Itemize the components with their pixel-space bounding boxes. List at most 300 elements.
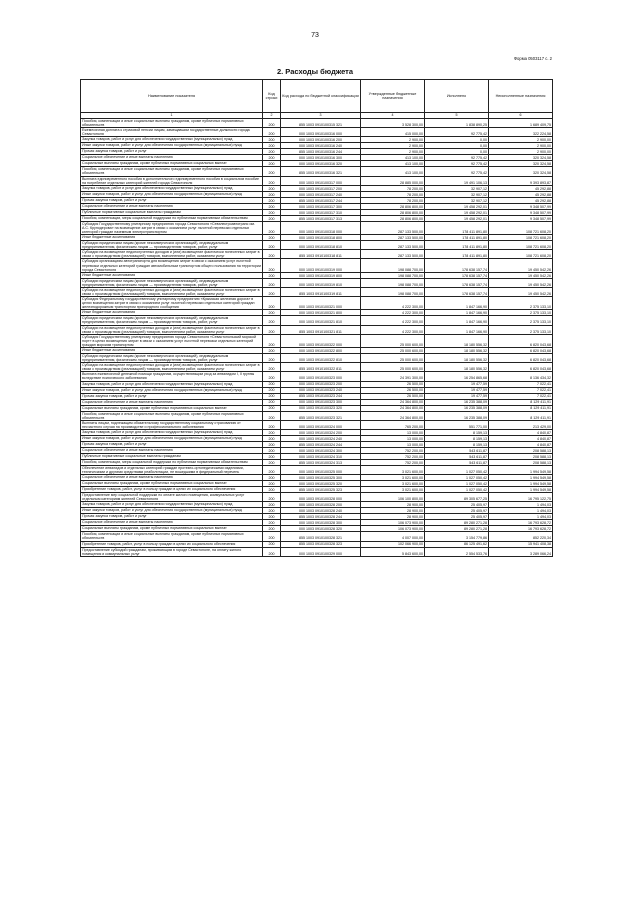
row-unexecuted: 1 994 549,58 xyxy=(489,475,553,481)
row-name: Социальные выплаты гражданам, кроме публичных нормативных социальных выплат xyxy=(81,481,263,487)
row-line-code: 200 xyxy=(263,447,281,453)
row-unexecuted: 9 348 507,99 xyxy=(489,215,553,221)
row-approved: 415 000,00 xyxy=(361,128,425,137)
table-row xyxy=(81,547,553,556)
row-executed: 1 847 166,90 xyxy=(425,310,489,316)
row-approved: 78 200,00 xyxy=(361,197,425,203)
row-budget-code: 855 1003 0910100325 323 xyxy=(281,487,361,493)
row-budget-code: 855 1003 0910100323 244 xyxy=(281,393,361,399)
row-approved: 13 000,00 xyxy=(361,435,425,441)
row-line-code: 200 xyxy=(263,119,281,128)
row-name: Прочая закупка товаров, работ и услуг xyxy=(81,441,263,447)
row-budget-code: 000 1003 0910100322 800 xyxy=(281,348,361,354)
row-name: Выплаты лицам, подлежащим обязательному государственному социальному страхованию от несчастного случая на производстве и профессионального заболевания xyxy=(81,420,263,429)
row-name: Иные закупки товаров, работ и услуг для обеспечения государственных (муниципальных) нужд xyxy=(81,387,263,393)
row-unexecuted: 322 224,58 xyxy=(489,128,553,137)
row-budget-code: 000 1003 0910100328 000 xyxy=(281,493,361,502)
row-approved: 28 806 800,00 xyxy=(361,209,425,215)
row-executed: 1 847 166,90 xyxy=(425,325,489,334)
row-unexecuted: 15 941 408,38 xyxy=(489,541,553,547)
row-unexecuted: 16 793 628,72 xyxy=(489,520,553,526)
row-unexecuted: 6 820 043,68 xyxy=(489,348,553,354)
row-executed: 32 907,12 xyxy=(425,197,489,203)
row-budget-code: 000 1003 0910100323 000 xyxy=(281,372,361,381)
table-row xyxy=(81,493,553,502)
row-budget-code: 000 1003 0910100321 800 xyxy=(281,310,361,316)
row-name: Социальное обеспечение и иные выплаты населению xyxy=(81,520,263,526)
row-approved: 25 000 600,00 xyxy=(361,348,425,354)
row-name: Пособия, компенсации, меры социальной поддержки по публичным нормативным обязательствам xyxy=(81,459,263,465)
row-name: Обеспечение инвалидов и отдельных категорий граждан протезно-ортопедическими изделиями, техническими и другими средствами реабилитации, не вошедшими в федеральный перечень xyxy=(81,465,263,474)
row-budget-code: 855 1003 0910100321 811 xyxy=(281,325,361,334)
row-executed: 89 280 271,28 xyxy=(425,526,489,532)
row-name: Социальные выплаты гражданам, кроме публичных нормативных социальных выплат xyxy=(81,405,263,411)
row-line-code: 200 xyxy=(263,532,281,541)
row-budget-code: 855 1003 0910100319 811 xyxy=(281,287,361,296)
table-row xyxy=(81,259,553,272)
row-name: Публичные нормативные социальные выплаты гражданам xyxy=(81,453,263,459)
row-budget-code: 855 1003 0910100324 313 xyxy=(281,459,361,465)
col-header-budget-code: Код расхода по бюджетной классификации xyxy=(281,80,361,113)
row-line-code: 200 xyxy=(263,167,281,176)
row-line-code: 200 xyxy=(263,310,281,316)
row-executed: 178 411 891,80 xyxy=(425,235,489,241)
row-approved: 5 843 600,00 xyxy=(361,547,425,556)
row-name: Иные бюджетные ассигнования xyxy=(81,310,263,316)
row-line-code: 200 xyxy=(263,459,281,465)
table-header-row xyxy=(81,80,553,113)
row-name: Субсидии юридическим лицам (кроме некоммерческих организаций), индивидуальным предпринимателям, физическим лицам — производителям товаров, работ, услуг xyxy=(81,316,263,325)
row-budget-code: 855 1003 0910100318 811 xyxy=(281,250,361,259)
row-unexecuted: 8 129 411,91 xyxy=(489,411,553,420)
row-approved: 287 133 500,00 xyxy=(361,241,425,250)
row-executed: 178 411 891,80 xyxy=(425,221,489,234)
row-approved: 198 088 700,00 xyxy=(361,259,425,272)
row-unexecuted: 7 022,41 xyxy=(489,393,553,399)
row-line-code: 200 xyxy=(263,441,281,447)
row-approved: 2 900,00 xyxy=(361,143,425,149)
row-budget-code: 000 1003 0910100316 320 xyxy=(281,161,361,167)
table-row xyxy=(81,250,553,259)
row-budget-code: 000 1003 0910100319 000 xyxy=(281,259,361,272)
table-body xyxy=(81,119,553,557)
row-approved: 198 088 700,00 xyxy=(361,278,425,287)
row-unexecuted: 1 994 549,58 xyxy=(489,481,553,487)
row-line-code: 200 xyxy=(263,493,281,502)
form-number: Форма 0503117 с. 2 xyxy=(513,56,552,61)
row-unexecuted: 208 588,13 xyxy=(489,459,553,465)
row-unexecuted: 320 324,58 xyxy=(489,167,553,176)
row-name: Иные закупки товаров, работ и услуг для обеспечения государственных (муниципальных) нужд xyxy=(81,508,263,514)
row-unexecuted: 320 324,58 xyxy=(489,155,553,161)
row-name: Субсидии на возмещение недополученных доходов и (или) возмещение фактически понесенных затрат в связи с производством (реализацией) товаров, выполнением работ, оказанием услуг xyxy=(81,325,263,334)
row-budget-code: 855 1003 0910100315 321 xyxy=(281,119,361,128)
row-budget-code: 000 1003 0910100317 000 xyxy=(281,176,361,185)
row-executed: 25 405,97 xyxy=(425,514,489,520)
row-executed: 16 254 865,68 xyxy=(425,372,489,381)
row-approved: 24 364 800,00 xyxy=(361,411,425,420)
row-unexecuted: 108 721 608,20 xyxy=(489,241,553,250)
row-unexecuted: 1 494,03 xyxy=(489,514,553,520)
row-budget-code: 000 1003 0910100321 000 xyxy=(281,297,361,310)
row-approved: 752 200,00 xyxy=(361,453,425,459)
row-approved: 25 000 600,00 xyxy=(361,354,425,363)
col-header-executed: Исполнено xyxy=(425,80,489,113)
row-unexecuted: 8 136 434,32 xyxy=(489,372,553,381)
row-line-code: 200 xyxy=(263,465,281,474)
row-line-code: 200 xyxy=(263,203,281,209)
row-name: Субсидия Государственному унитарному предприятию города Севастополя «Севастопольский морской порт» в целях возмещения затрат в связи с оказанием услуг льготной перевозки отдельных категорий граждан морским транспортом xyxy=(81,334,263,347)
row-name: Социальные выплаты гражданам, кроме публичных нормативных социальных выплат xyxy=(81,161,263,167)
row-unexecuted: 4 840,87 xyxy=(489,429,553,435)
row-budget-code: 000 1003 0910100318 000 xyxy=(281,221,361,234)
row-executed: 1 027 050,42 xyxy=(425,475,489,481)
row-name: Прочая закупка товаров, работ и услуг xyxy=(81,149,263,155)
row-executed: 89 280 271,28 xyxy=(425,520,489,526)
row-budget-code: 000 1003 0910100321 810 xyxy=(281,316,361,325)
col-header-line-code: Код строки xyxy=(263,80,281,113)
table-row xyxy=(81,221,553,234)
col-header-unexecuted: Неисполненные назначения xyxy=(489,80,553,113)
row-line-code: 200 xyxy=(263,393,281,399)
row-name: Прочая закупка товаров, работ и услуг xyxy=(81,393,263,399)
col-number: 4 xyxy=(361,113,425,119)
row-budget-code: 000 1003 0910100324 240 xyxy=(281,435,361,441)
row-line-code: 200 xyxy=(263,526,281,532)
section-title: 2. Расходы бюджета xyxy=(276,67,354,76)
row-approved: 28 806 800,00 xyxy=(361,215,425,221)
row-line-code: 200 xyxy=(263,149,281,155)
row-executed: 92 775,42 xyxy=(425,128,489,137)
row-line-code: 200 xyxy=(263,334,281,347)
row-executed: 19 477,59 xyxy=(425,381,489,387)
row-line-code: 200 xyxy=(263,405,281,411)
row-executed: 19 477,59 xyxy=(425,393,489,399)
row-unexecuted: 45 292,88 xyxy=(489,185,553,191)
row-name: Приобретение товаров, работ, услуг в пользу граждан в целях их социального обеспечения xyxy=(81,487,263,493)
col-number: 3 xyxy=(281,113,361,119)
table-row xyxy=(81,354,553,363)
row-line-code: 200 xyxy=(263,272,281,278)
row-executed: 178 411 891,80 xyxy=(425,250,489,259)
row-executed: 19 458 292,01 xyxy=(425,203,489,209)
row-executed: 89 305 677,25 xyxy=(425,493,489,502)
row-unexecuted: 320 324,58 xyxy=(489,161,553,167)
row-executed: 178 411 891,80 xyxy=(425,241,489,250)
row-name: Иные закупки товаров, работ и услуг для обеспечения государственных (муниципальных) нужд xyxy=(81,143,263,149)
row-executed: 1 847 166,90 xyxy=(425,297,489,310)
row-budget-code: 000 1003 0910100322 000 xyxy=(281,334,361,347)
row-budget-code: 000 1003 0910100317 310 xyxy=(281,209,361,215)
row-line-code: 200 xyxy=(263,411,281,420)
row-unexecuted: 2 375 133,10 xyxy=(489,310,553,316)
row-executed: 543 611,87 xyxy=(425,447,489,453)
row-budget-code: 000 1003 0910100323 300 xyxy=(281,399,361,405)
row-line-code: 200 xyxy=(263,547,281,556)
row-executed: 1 027 050,42 xyxy=(425,487,489,493)
row-budget-code: 000 1003 0910100325 000 xyxy=(281,465,361,474)
row-approved: 25 000 600,00 xyxy=(361,363,425,372)
row-name: Пособия, компенсации и иные социальные выплаты гражданам, кроме публичных нормативных обязательств xyxy=(81,167,263,176)
row-budget-code: 000 1003 0910100328 300 xyxy=(281,520,361,526)
row-approved: 3 021 600,00 xyxy=(361,481,425,487)
row-approved: 25 000 600,00 xyxy=(361,334,425,347)
row-unexecuted: 108 721 608,20 xyxy=(489,250,553,259)
row-approved: 4 222 300,00 xyxy=(361,297,425,310)
table-row xyxy=(81,465,553,474)
row-name: Иные закупки товаров, работ и услуг для обеспечения государственных (муниципальных) нужд xyxy=(81,435,263,441)
row-approved: 28 900,00 xyxy=(361,508,425,514)
row-name: Прочая закупка товаров, работ и услуг xyxy=(81,514,263,520)
row-approved: 765 200,00 xyxy=(361,420,425,429)
row-line-code: 200 xyxy=(263,354,281,363)
row-line-code: 200 xyxy=(263,514,281,520)
row-budget-code: 000 1003 0910100328 200 xyxy=(281,502,361,508)
row-approved: 4 222 300,00 xyxy=(361,310,425,316)
row-line-code: 200 xyxy=(263,235,281,241)
row-executed: 3 154 779,86 xyxy=(425,532,489,541)
row-budget-code: 855 1003 0910100324 244 xyxy=(281,441,361,447)
table-row xyxy=(81,119,553,128)
row-budget-code: 000 1003 0910100324 200 xyxy=(281,429,361,435)
row-unexecuted: 19 450 542,26 xyxy=(489,272,553,278)
row-approved: 26 500,00 xyxy=(361,381,425,387)
row-unexecuted: 852 220,34 xyxy=(489,532,553,541)
row-budget-code: 000 1003 0910100324 310 xyxy=(281,453,361,459)
row-unexecuted: 208 588,13 xyxy=(489,447,553,453)
row-budget-code: 000 1003 0910100324 300 xyxy=(281,447,361,453)
row-unexecuted: 1 994 549,58 xyxy=(489,487,553,493)
row-budget-code: 000 1003 0910100317 300 xyxy=(281,203,361,209)
row-line-code: 200 xyxy=(263,316,281,325)
row-approved: 26 500,00 xyxy=(361,393,425,399)
row-unexecuted: 2 375 133,10 xyxy=(489,297,553,310)
row-executed: 8 159,13 xyxy=(425,429,489,435)
row-approved: 413 100,00 xyxy=(361,167,425,176)
table-row xyxy=(81,278,553,287)
row-budget-code: 855 1003 0910100316 321 xyxy=(281,167,361,176)
table-row xyxy=(81,128,553,137)
row-executed: 0,00 xyxy=(425,149,489,155)
row-executed: 543 611,87 xyxy=(425,459,489,465)
row-approved: 28 885 000,00 xyxy=(361,176,425,185)
row-unexecuted: 19 450 542,26 xyxy=(489,259,553,272)
row-line-code: 200 xyxy=(263,387,281,393)
table-row xyxy=(81,167,553,176)
row-executed: 178 638 157,74 xyxy=(425,272,489,278)
row-unexecuted: 108 721 608,20 xyxy=(489,221,553,234)
row-line-code: 200 xyxy=(263,502,281,508)
row-approved: 78 200,00 xyxy=(361,191,425,197)
row-unexecuted: 8 129 411,91 xyxy=(489,399,553,405)
row-line-code: 200 xyxy=(263,481,281,487)
row-budget-code: 000 1003 0910100316 240 xyxy=(281,143,361,149)
row-unexecuted: 2 375 133,10 xyxy=(489,325,553,334)
row-name: Социальное обеспечение и иные выплаты населению xyxy=(81,447,263,453)
row-unexecuted: 6 820 043,68 xyxy=(489,363,553,372)
row-budget-code: 000 1003 0910100328 240 xyxy=(281,508,361,514)
row-line-code: 200 xyxy=(263,128,281,137)
row-unexecuted: 4 840,87 xyxy=(489,435,553,441)
row-name: Субсидии юридическим лицам (кроме некоммерческих организаций), индивидуальным предпринимателям, физическим лицам — производителям товаров, работ, услуг xyxy=(81,241,263,250)
row-unexecuted: 19 450 542,26 xyxy=(489,278,553,287)
row-name: Субсидии юридическим лицам (кроме некоммерческих организаций), индивидуальным предпринимателям, физическим лицам — производителям товаров, работ, услуг xyxy=(81,354,263,363)
row-executed: 178 638 157,74 xyxy=(425,287,489,296)
row-name: Субсидии на возмещение недополученных доходов и (или) возмещение фактически понесенных затрат в связи с производством (реализацией) товаров, выполнением работ, оказанием услуг xyxy=(81,363,263,372)
row-budget-code: 000 1003 0910100324 000 xyxy=(281,420,361,429)
table-row xyxy=(81,287,553,296)
row-name: Социальные выплаты гражданам, кроме публичных нормативных социальных выплат xyxy=(81,526,263,532)
row-executed: 19 477,59 xyxy=(425,387,489,393)
row-approved: 24 364 800,00 xyxy=(361,405,425,411)
row-approved: 102 066 900,00 xyxy=(361,541,425,547)
row-name: Ежемесячная доплата к страховой пенсии лицам, замещавшим государственные должности города Севастополя xyxy=(81,128,263,137)
row-line-code: 200 xyxy=(263,475,281,481)
row-budget-code: 855 1003 0910100316 244 xyxy=(281,149,361,155)
row-budget-code: 000 1003 0910100317 240 xyxy=(281,191,361,197)
row-name: Предоставление мер социальной поддержки по оплате жилого помещения, коммунальных услуг отдельным категориям жителей Севастополя xyxy=(81,493,263,502)
row-line-code: 200 xyxy=(263,278,281,287)
row-unexecuted: 1 994 549,58 xyxy=(489,465,553,474)
row-line-code: 200 xyxy=(263,161,281,167)
page-number: 73 xyxy=(311,32,319,39)
row-line-code: 200 xyxy=(263,250,281,259)
row-name: Социальное обеспечение и иные выплаты населению xyxy=(81,399,263,405)
row-executed: 18 180 556,32 xyxy=(425,334,489,347)
row-name: Иные бюджетные ассигнования xyxy=(81,272,263,278)
row-executed: 32 907,12 xyxy=(425,185,489,191)
row-approved: 287 133 500,00 xyxy=(361,221,425,234)
row-unexecuted: 9 393 893,87 xyxy=(489,176,553,185)
row-executed: 18 180 556,32 xyxy=(425,354,489,363)
row-line-code: 200 xyxy=(263,176,281,185)
row-budget-code: 000 1003 0910100319 810 xyxy=(281,278,361,287)
row-line-code: 200 xyxy=(263,520,281,526)
row-unexecuted: 7 022,41 xyxy=(489,381,553,387)
row-unexecuted: 8 129 411,91 xyxy=(489,405,553,411)
row-name: Иные бюджетные ассигнования xyxy=(81,348,263,354)
row-approved: 28 900,00 xyxy=(361,514,425,520)
row-unexecuted: 2 900,00 xyxy=(489,137,553,143)
row-approved: 26 500,00 xyxy=(361,387,425,393)
row-line-code: 200 xyxy=(263,453,281,459)
row-line-code: 200 xyxy=(263,435,281,441)
row-approved: 28 900,00 xyxy=(361,502,425,508)
row-line-code: 200 xyxy=(263,541,281,547)
row-approved: 3 021 600,00 xyxy=(361,487,425,493)
row-executed: 16 235 388,09 xyxy=(425,405,489,411)
row-line-code: 200 xyxy=(263,399,281,405)
row-line-code: 200 xyxy=(263,215,281,221)
row-executed: 92 775,42 xyxy=(425,161,489,167)
row-approved: 413 100,00 xyxy=(361,155,425,161)
row-executed: 2 554 533,76 xyxy=(425,547,489,556)
row-line-code: 200 xyxy=(263,137,281,143)
row-unexecuted: 16 793 628,72 xyxy=(489,526,553,532)
row-line-code: 200 xyxy=(263,363,281,372)
table-row xyxy=(81,176,553,185)
row-unexecuted: 208 588,13 xyxy=(489,453,553,459)
row-line-code: 200 xyxy=(263,508,281,514)
row-budget-code: 000 1003 0910100318 810 xyxy=(281,241,361,250)
row-executed: 0,00 xyxy=(425,143,489,149)
table-row xyxy=(81,532,553,541)
row-approved: 198 088 700,00 xyxy=(361,287,425,296)
row-executed: 8 159,13 xyxy=(425,435,489,441)
row-unexecuted: 2 900,00 xyxy=(489,143,553,149)
row-budget-code: 000 1003 0910100316 200 xyxy=(281,137,361,143)
row-name: Закупка товаров, работ и услуг для обеспечения государственных (муниципальных) нужд xyxy=(81,429,263,435)
row-budget-code: 000 1003 0910100317 200 xyxy=(281,185,361,191)
row-unexecuted: 16 795 122,75 xyxy=(489,493,553,502)
row-approved: 2 900,00 xyxy=(361,149,425,155)
row-budget-code: 855 1003 0910100323 321 xyxy=(281,411,361,420)
row-line-code: 200 xyxy=(263,381,281,387)
row-line-code: 200 xyxy=(263,259,281,272)
row-approved: 287 133 500,00 xyxy=(361,250,425,259)
row-name: Закупка товаров, работ и услуг для обеспечения государственных (муниципальных) нужд xyxy=(81,381,263,387)
row-approved: 106 100 800,00 xyxy=(361,493,425,502)
row-budget-code: 000 1003 0910100318 800 xyxy=(281,235,361,241)
row-executed: 551 771,00 xyxy=(425,420,489,429)
table-row xyxy=(81,297,553,310)
row-approved: 198 088 700,00 xyxy=(361,272,425,278)
row-unexecuted: 1 689 409,75 xyxy=(489,119,553,128)
row-executed: 1 847 166,90 xyxy=(425,316,489,325)
row-line-code: 200 xyxy=(263,372,281,381)
table-row xyxy=(81,334,553,347)
row-budget-code: 000 1003 0910100322 810 xyxy=(281,354,361,363)
row-name: Пособия, компенсации и иные социальные выплаты гражданам, кроме публичных нормативных обязательств xyxy=(81,532,263,541)
row-budget-code: 855 1003 0910100322 811 xyxy=(281,363,361,372)
row-executed: 178 638 157,74 xyxy=(425,259,489,272)
col-number: 5 xyxy=(425,113,489,119)
row-name: Субсидия организациям автотранспорта для возмещения затрат в связи с оказанием услуг льготной перевозки отдельных категорий граждан автомобильным транспортом общего пользования на территории города Севастополя xyxy=(82,259,261,272)
row-approved: 413 100,00 xyxy=(361,161,425,167)
row-budget-code: 855 1003 0910100328 321 xyxy=(281,532,361,541)
row-executed: 178 638 157,74 xyxy=(425,278,489,287)
row-unexecuted: 2 900,00 xyxy=(489,149,553,155)
row-unexecuted: 4 840,87 xyxy=(489,441,553,447)
row-executed: 543 611,87 xyxy=(425,453,489,459)
row-budget-code: 000 1003 0910100316 000 xyxy=(281,128,361,137)
row-name: Социальное обеспечение и иные выплаты населению xyxy=(81,203,263,209)
table-row xyxy=(81,325,553,334)
row-budget-code: 000 1003 0910100329 000 xyxy=(281,547,361,556)
row-name: Социальное обеспечение и иные выплаты населению xyxy=(81,475,263,481)
row-approved: 106 073 900,00 xyxy=(361,526,425,532)
row-executed: 19 458 292,01 xyxy=(425,209,489,215)
row-approved: 13 000,00 xyxy=(361,429,425,435)
row-name: Пособия, компенсации и иные социальные выплаты гражданам, кроме публичных нормативных обязательств xyxy=(81,411,263,420)
row-approved: 28 806 800,00 xyxy=(361,203,425,209)
row-approved: 78 200,00 xyxy=(361,185,425,191)
table-row xyxy=(81,420,553,429)
row-unexecuted: 1 494,03 xyxy=(489,508,553,514)
row-line-code: 200 xyxy=(263,143,281,149)
row-approved: 3 021 600,00 xyxy=(361,475,425,481)
row-approved: 13 000,00 xyxy=(361,441,425,447)
row-line-code: 200 xyxy=(263,348,281,354)
row-budget-code: 000 1003 0910100325 300 xyxy=(281,475,361,481)
row-name: Закупка товаров, работ и услуг для обеспечения государственных (муниципальных) нужд xyxy=(81,185,263,191)
row-executed: 18 180 556,32 xyxy=(425,363,489,372)
row-name: Выплата ежемесячной денежной помощи гражданам, осуществляющим уход за инвалидом I, II группы вследствие психического заболевания xyxy=(81,372,263,381)
table-row xyxy=(81,241,553,250)
row-budget-code: 000 1003 0910100323 200 xyxy=(281,381,361,387)
row-executed: 19 458 292,01 xyxy=(425,215,489,221)
row-name: Закупка товаров, работ и услуг для обеспечения государственных (муниципальных) нужд xyxy=(81,137,263,143)
